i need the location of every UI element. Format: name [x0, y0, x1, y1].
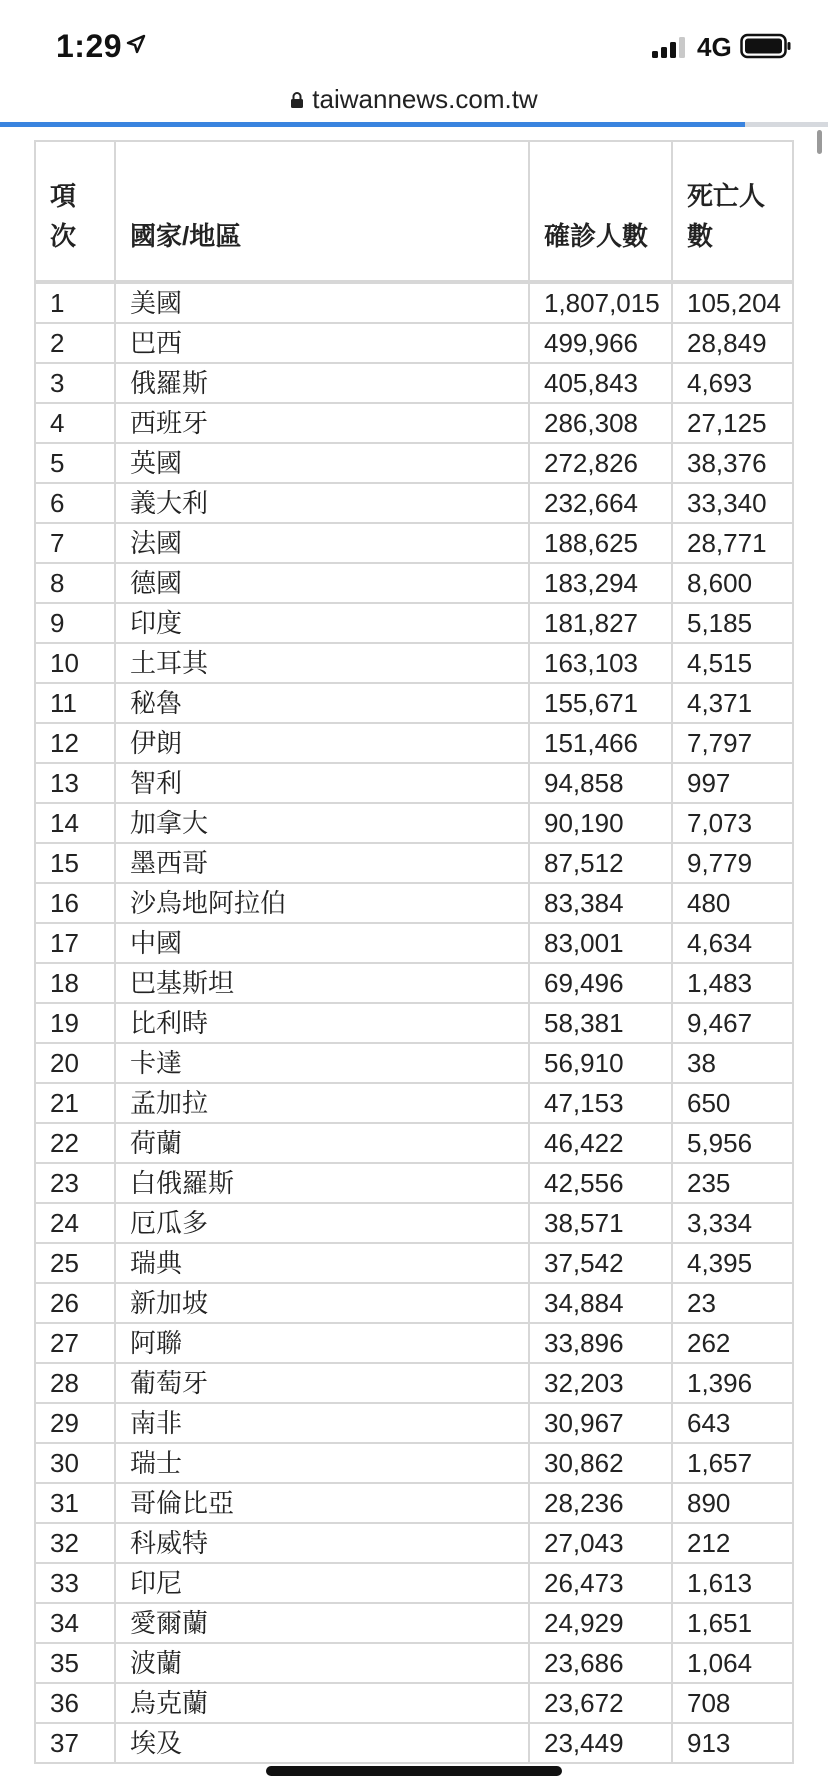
table-row [35, 1403, 793, 1443]
cell-confirmed: 34,884 [529, 1283, 672, 1323]
table-row [35, 603, 793, 643]
cell-rank: 36 [35, 1683, 115, 1723]
cell-confirmed: 23,672 [529, 1683, 672, 1723]
cell-country: 瑞士 [115, 1443, 529, 1483]
cell-deaths: 4,634 [672, 923, 793, 963]
cell-deaths: 4,395 [672, 1243, 793, 1283]
table-row [35, 1123, 793, 1163]
cell-rank: 13 [35, 763, 115, 803]
cell-rank: 19 [35, 1003, 115, 1043]
cell-deaths: 4,693 [672, 363, 793, 403]
table-row [35, 1003, 793, 1043]
table-row [35, 323, 793, 363]
cell-confirmed: 286,308 [529, 403, 672, 443]
cell-deaths: 7,073 [672, 803, 793, 843]
cell-confirmed: 163,103 [529, 643, 672, 683]
cell-deaths: 643 [672, 1403, 793, 1443]
cell-confirmed: 30,967 [529, 1403, 672, 1443]
cell-country: 德國 [115, 563, 529, 603]
table-row [35, 1643, 793, 1683]
table-row [35, 1443, 793, 1483]
page-load-progress-fill [0, 122, 745, 127]
cell-country: 卡達 [115, 1043, 529, 1083]
cell-rank: 37 [35, 1723, 115, 1763]
cell-deaths: 1,064 [672, 1643, 793, 1683]
cell-confirmed: 272,826 [529, 443, 672, 483]
cell-deaths: 1,613 [672, 1563, 793, 1603]
table-row [35, 1483, 793, 1523]
battery-icon [740, 32, 792, 60]
cell-rank: 8 [35, 563, 115, 603]
cell-rank: 16 [35, 883, 115, 923]
cell-deaths: 480 [672, 883, 793, 923]
header-country: 國家/地區 [115, 141, 529, 282]
cell-confirmed: 405,843 [529, 363, 672, 403]
table-row [35, 1163, 793, 1203]
table-row [35, 563, 793, 603]
table-row [35, 883, 793, 923]
cell-country: 瑞典 [115, 1243, 529, 1283]
cell-rank: 11 [35, 683, 115, 723]
cell-country: 新加坡 [115, 1283, 529, 1323]
cell-confirmed: 23,449 [529, 1723, 672, 1763]
cell-country: 英國 [115, 443, 529, 483]
cell-country: 巴基斯坦 [115, 963, 529, 1003]
cell-country: 阿聯 [115, 1323, 529, 1363]
cell-rank: 26 [35, 1283, 115, 1323]
table-header-row [35, 141, 793, 282]
cell-deaths: 8,600 [672, 563, 793, 603]
table-row [35, 1683, 793, 1723]
table-row [35, 1043, 793, 1083]
cell-country: 愛爾蘭 [115, 1603, 529, 1643]
cell-deaths: 650 [672, 1083, 793, 1123]
cell-country: 加拿大 [115, 803, 529, 843]
cell-rank: 3 [35, 363, 115, 403]
table-row [35, 523, 793, 563]
cell-rank: 4 [35, 403, 115, 443]
table-row [35, 1243, 793, 1283]
cell-country: 秘魯 [115, 683, 529, 723]
cell-country: 義大利 [115, 483, 529, 523]
table-row [35, 843, 793, 883]
cell-deaths: 1,651 [672, 1603, 793, 1643]
table-row [35, 683, 793, 723]
cell-deaths: 5,956 [672, 1123, 793, 1163]
cell-confirmed: 42,556 [529, 1163, 672, 1203]
cell-deaths: 9,779 [672, 843, 793, 883]
table-row [35, 923, 793, 963]
cell-deaths: 1,657 [672, 1443, 793, 1483]
cell-confirmed: 69,496 [529, 963, 672, 1003]
table-row [35, 803, 793, 843]
cell-deaths: 1,483 [672, 963, 793, 1003]
cell-deaths: 913 [672, 1723, 793, 1763]
cell-deaths: 1,396 [672, 1363, 793, 1403]
cell-rank: 33 [35, 1563, 115, 1603]
cell-rank: 27 [35, 1323, 115, 1363]
cell-deaths: 235 [672, 1163, 793, 1203]
cell-confirmed: 38,571 [529, 1203, 672, 1243]
location-arrow-icon [126, 34, 146, 54]
cell-confirmed: 46,422 [529, 1123, 672, 1163]
cell-rank: 20 [35, 1043, 115, 1083]
cell-country: 土耳其 [115, 643, 529, 683]
cell-rank: 34 [35, 1603, 115, 1643]
cell-country: 西班牙 [115, 403, 529, 443]
cell-country: 巴西 [115, 323, 529, 363]
table-row [35, 1283, 793, 1323]
cell-confirmed: 30,862 [529, 1443, 672, 1483]
table-row [35, 963, 793, 1003]
cell-confirmed: 27,043 [529, 1523, 672, 1563]
table-row [35, 643, 793, 683]
cell-confirmed: 188,625 [529, 523, 672, 563]
cell-country: 烏克蘭 [115, 1683, 529, 1723]
cell-country: 埃及 [115, 1723, 529, 1763]
cell-deaths: 33,340 [672, 483, 793, 523]
cellular-signal-icon [652, 36, 688, 58]
cell-country: 墨西哥 [115, 843, 529, 883]
cell-deaths: 3,334 [672, 1203, 793, 1243]
cell-rank: 10 [35, 643, 115, 683]
cell-country: 印度 [115, 603, 529, 643]
network-type: 4G [697, 32, 732, 62]
cell-country: 中國 [115, 923, 529, 963]
cell-deaths: 890 [672, 1483, 793, 1523]
cell-deaths: 38,376 [672, 443, 793, 483]
cell-deaths: 23 [672, 1283, 793, 1323]
table-row [35, 443, 793, 483]
cell-rank: 25 [35, 1243, 115, 1283]
cell-deaths: 7,797 [672, 723, 793, 763]
table-row [35, 1363, 793, 1403]
cell-confirmed: 232,664 [529, 483, 672, 523]
cell-country: 厄瓜多 [115, 1203, 529, 1243]
table-row [35, 1083, 793, 1123]
scroll-indicator[interactable] [817, 130, 822, 154]
cell-confirmed: 32,203 [529, 1363, 672, 1403]
cell-country: 伊朗 [115, 723, 529, 763]
table-row [35, 363, 793, 403]
page-load-progress [0, 122, 828, 127]
cell-deaths: 38 [672, 1043, 793, 1083]
cell-country: 俄羅斯 [115, 363, 529, 403]
cell-deaths: 262 [672, 1323, 793, 1363]
cell-country: 科威特 [115, 1523, 529, 1563]
cell-deaths: 212 [672, 1523, 793, 1563]
cell-rank: 29 [35, 1403, 115, 1443]
url-text[interactable]: taiwannews.com.tw [312, 84, 538, 114]
cell-country: 孟加拉 [115, 1083, 529, 1123]
header-rank: 項次 [35, 141, 115, 282]
cell-rank: 17 [35, 923, 115, 963]
cell-rank: 32 [35, 1523, 115, 1563]
cell-deaths: 708 [672, 1683, 793, 1723]
cell-confirmed: 26,473 [529, 1563, 672, 1603]
table-row [35, 1603, 793, 1643]
cell-confirmed: 151,466 [529, 723, 672, 763]
cell-country: 葡萄牙 [115, 1363, 529, 1403]
cell-confirmed: 90,190 [529, 803, 672, 843]
cell-confirmed: 23,686 [529, 1643, 672, 1683]
cell-country: 南非 [115, 1403, 529, 1443]
home-indicator[interactable] [266, 1766, 562, 1776]
address-bar[interactable] [0, 80, 828, 124]
cell-rank: 1 [35, 282, 115, 323]
cell-deaths: 28,849 [672, 323, 793, 363]
cell-rank: 15 [35, 843, 115, 883]
cell-deaths: 27,125 [672, 403, 793, 443]
cell-confirmed: 155,671 [529, 683, 672, 723]
cell-deaths: 997 [672, 763, 793, 803]
cell-confirmed: 33,896 [529, 1323, 672, 1363]
header-deaths: 死亡人數 [672, 141, 793, 282]
cell-deaths: 9,467 [672, 1003, 793, 1043]
cell-rank: 23 [35, 1163, 115, 1203]
cell-confirmed: 499,966 [529, 323, 672, 363]
cell-country: 智利 [115, 763, 529, 803]
cell-country: 美國 [115, 282, 529, 323]
header-confirmed: 確診人數 [529, 141, 672, 282]
table-row [35, 1323, 793, 1363]
table-row [35, 1723, 793, 1763]
table-row [35, 1563, 793, 1603]
table-row [35, 1203, 793, 1243]
cell-rank: 31 [35, 1483, 115, 1523]
table-row [35, 763, 793, 803]
table-row [35, 483, 793, 523]
cell-country: 波蘭 [115, 1643, 529, 1683]
cell-rank: 30 [35, 1443, 115, 1483]
cell-rank: 9 [35, 603, 115, 643]
cell-confirmed: 28,236 [529, 1483, 672, 1523]
cell-rank: 7 [35, 523, 115, 563]
cell-deaths: 5,185 [672, 603, 793, 643]
cell-rank: 28 [35, 1363, 115, 1403]
cell-rank: 35 [35, 1643, 115, 1683]
cell-confirmed: 83,384 [529, 883, 672, 923]
cell-country: 印尼 [115, 1563, 529, 1603]
cell-confirmed: 47,153 [529, 1083, 672, 1123]
cell-confirmed: 183,294 [529, 563, 672, 603]
cell-country: 比利時 [115, 1003, 529, 1043]
cell-confirmed: 24,929 [529, 1603, 672, 1643]
covid-stats-table [34, 140, 792, 1764]
cell-rank: 2 [35, 323, 115, 363]
cell-rank: 24 [35, 1203, 115, 1243]
cell-deaths: 28,771 [672, 523, 793, 563]
table-row [35, 282, 793, 323]
table-row [35, 723, 793, 763]
cell-rank: 18 [35, 963, 115, 1003]
cell-country: 白俄羅斯 [115, 1163, 529, 1203]
cell-deaths: 4,371 [672, 683, 793, 723]
cell-country: 沙烏地阿拉伯 [115, 883, 529, 923]
cell-rank: 21 [35, 1083, 115, 1123]
cell-country: 法國 [115, 523, 529, 563]
table-row [35, 403, 793, 443]
cell-rank: 22 [35, 1123, 115, 1163]
cell-confirmed: 56,910 [529, 1043, 672, 1083]
cell-country: 荷蘭 [115, 1123, 529, 1163]
lock-icon [290, 91, 304, 109]
cell-rank: 12 [35, 723, 115, 763]
cell-rank: 14 [35, 803, 115, 843]
cell-country: 哥倫比亞 [115, 1483, 529, 1523]
cell-deaths: 105,204 [672, 282, 793, 323]
cell-deaths: 4,515 [672, 643, 793, 683]
cell-confirmed: 1,807,015 [529, 282, 672, 323]
cell-confirmed: 87,512 [529, 843, 672, 883]
cell-confirmed: 94,858 [529, 763, 672, 803]
cell-rank: 5 [35, 443, 115, 483]
cell-rank: 6 [35, 483, 115, 523]
status-time: 1:29 [56, 28, 123, 64]
cell-confirmed: 37,542 [529, 1243, 672, 1283]
cell-confirmed: 181,827 [529, 603, 672, 643]
table-row [35, 1523, 793, 1563]
cell-confirmed: 58,381 [529, 1003, 672, 1043]
cell-confirmed: 83,001 [529, 923, 672, 963]
